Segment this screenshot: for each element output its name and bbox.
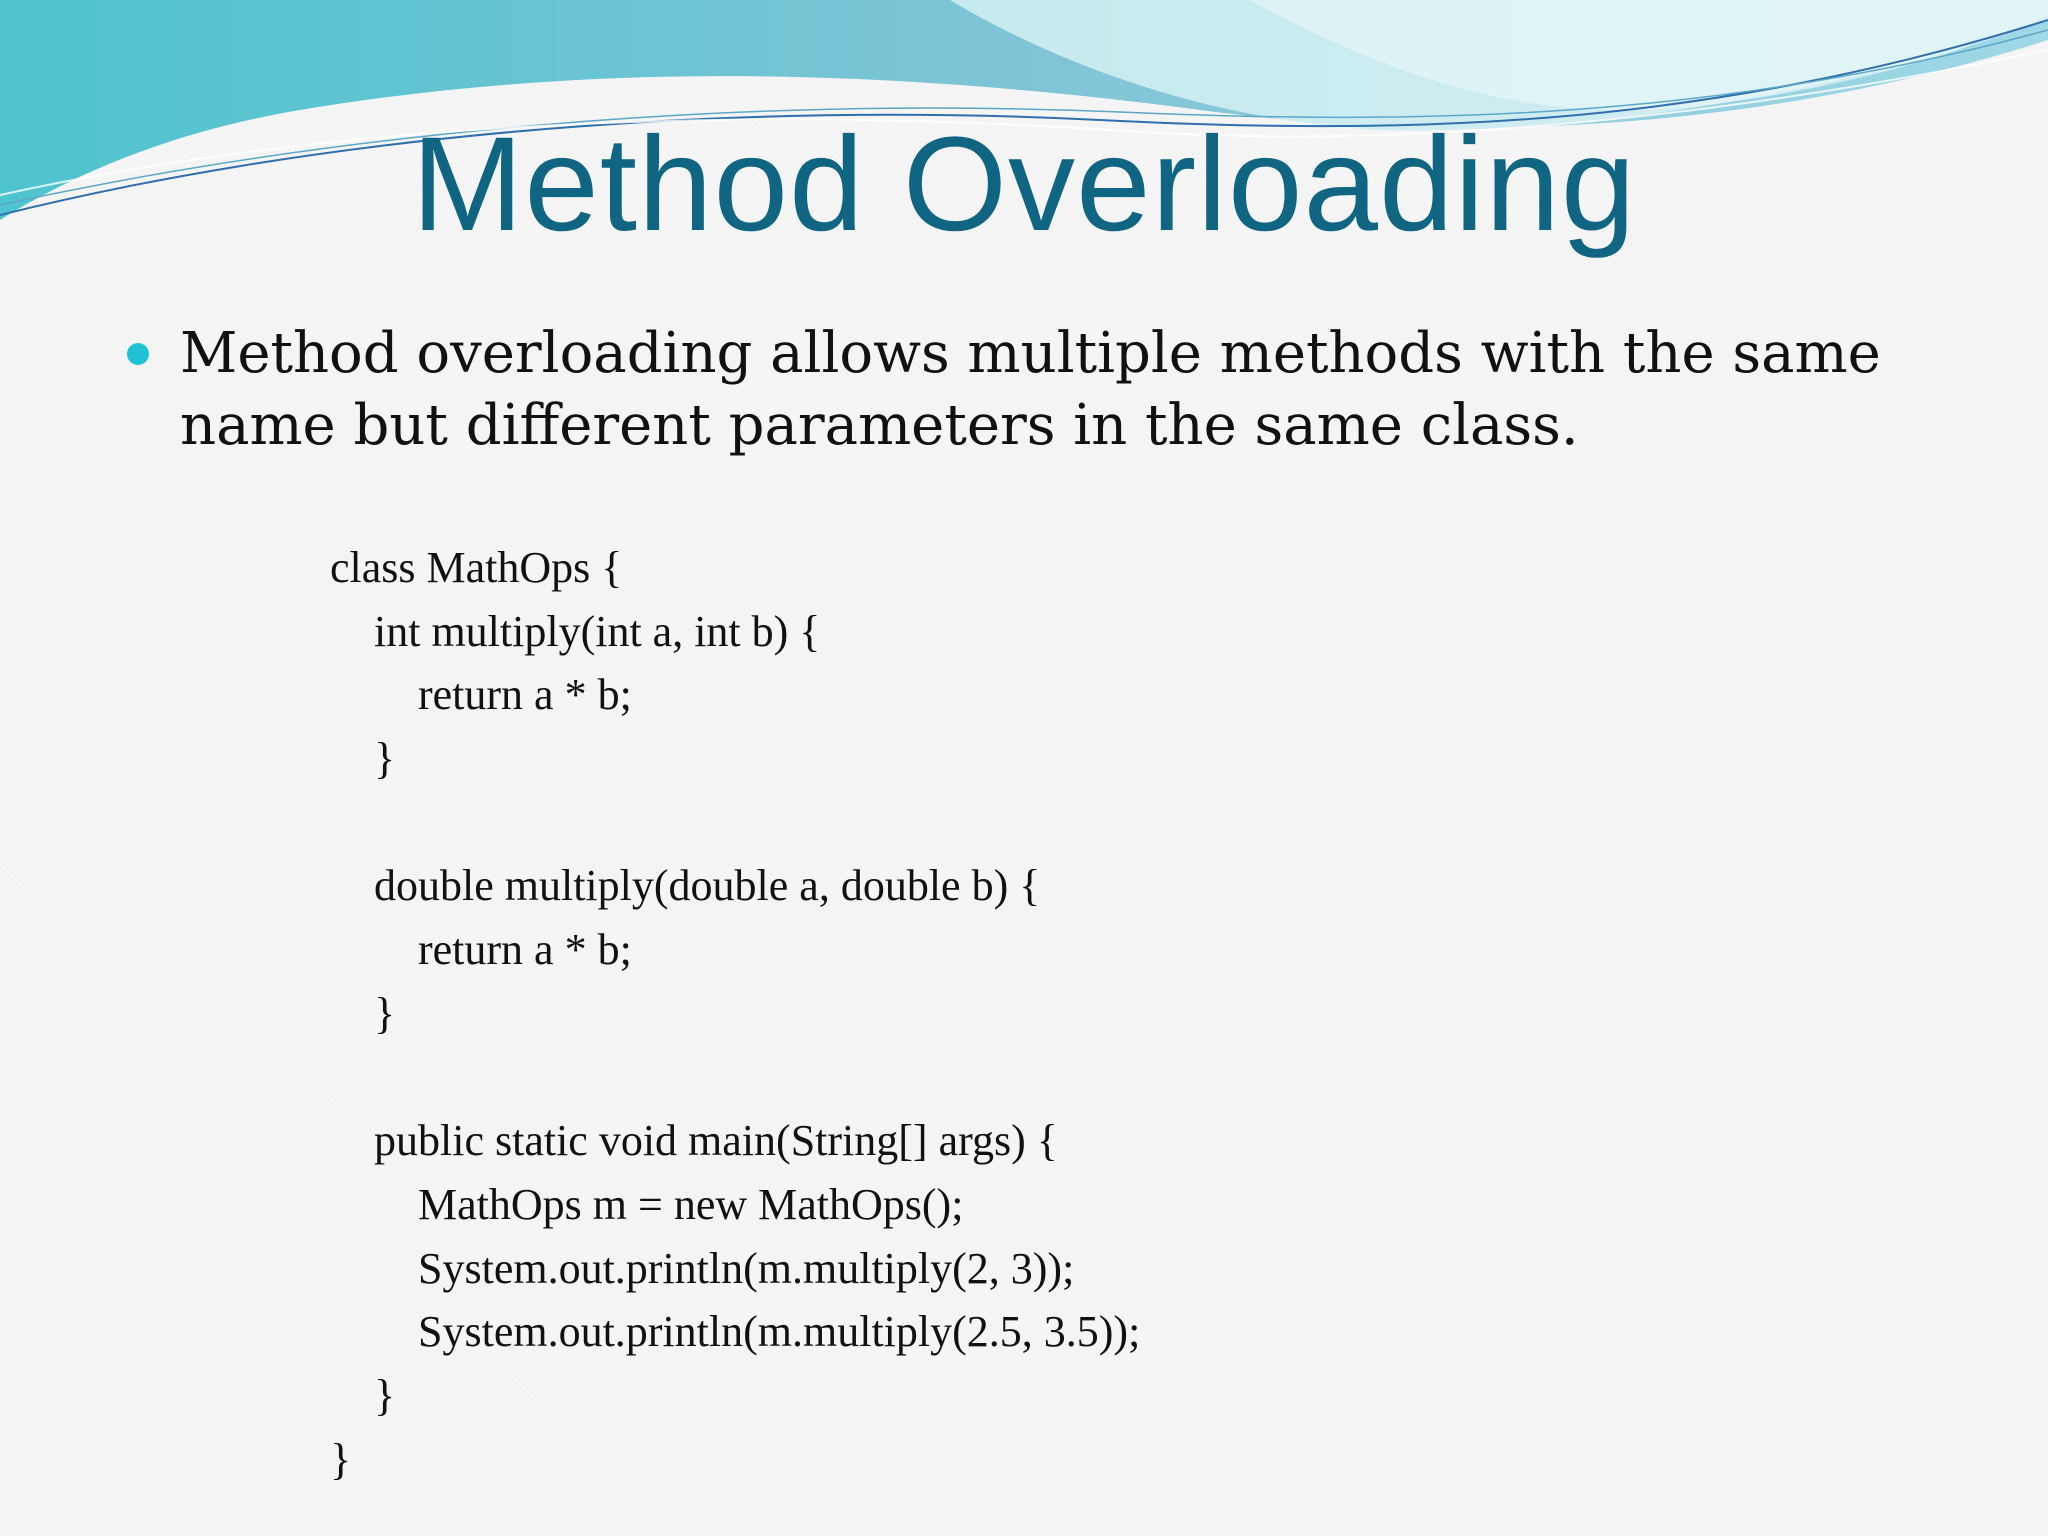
code-line: class MathOps { — [330, 543, 623, 592]
code-line: System.out.println(m.multiply(2.5, 3.5)); — [330, 1307, 1141, 1357]
code-block — [330, 536, 1140, 1491]
code-line: return a * b; — [330, 925, 632, 975]
code-line: public static void main(String[] args) { — [330, 1116, 1058, 1166]
slide-title: Method Overloading — [411, 110, 1637, 259]
code-line: MathOps m = new MathOps(); — [330, 1179, 964, 1229]
code-line: } — [330, 1370, 396, 1420]
code-line: } — [330, 1434, 352, 1484]
code-line: double multiply(double a, double b) { — [330, 861, 1041, 911]
code-line: int multiply(int a, int b) { — [330, 606, 821, 656]
bullet-text: Method overloading allows multiple methods with the same name but different parameters in the same class. — [180, 321, 1881, 458]
code-line — [330, 1046, 1140, 1110]
code-line: return a * b; — [330, 670, 632, 720]
code-line: } — [330, 734, 396, 784]
code-line: } — [330, 988, 396, 1038]
bullet-dot-icon — [127, 343, 149, 365]
code-line: System.out.println(m.multiply(2, 3)); — [330, 1243, 1075, 1293]
bullet-list — [120, 318, 1960, 462]
bullet-item — [120, 318, 1960, 462]
code-line — [330, 791, 1140, 855]
